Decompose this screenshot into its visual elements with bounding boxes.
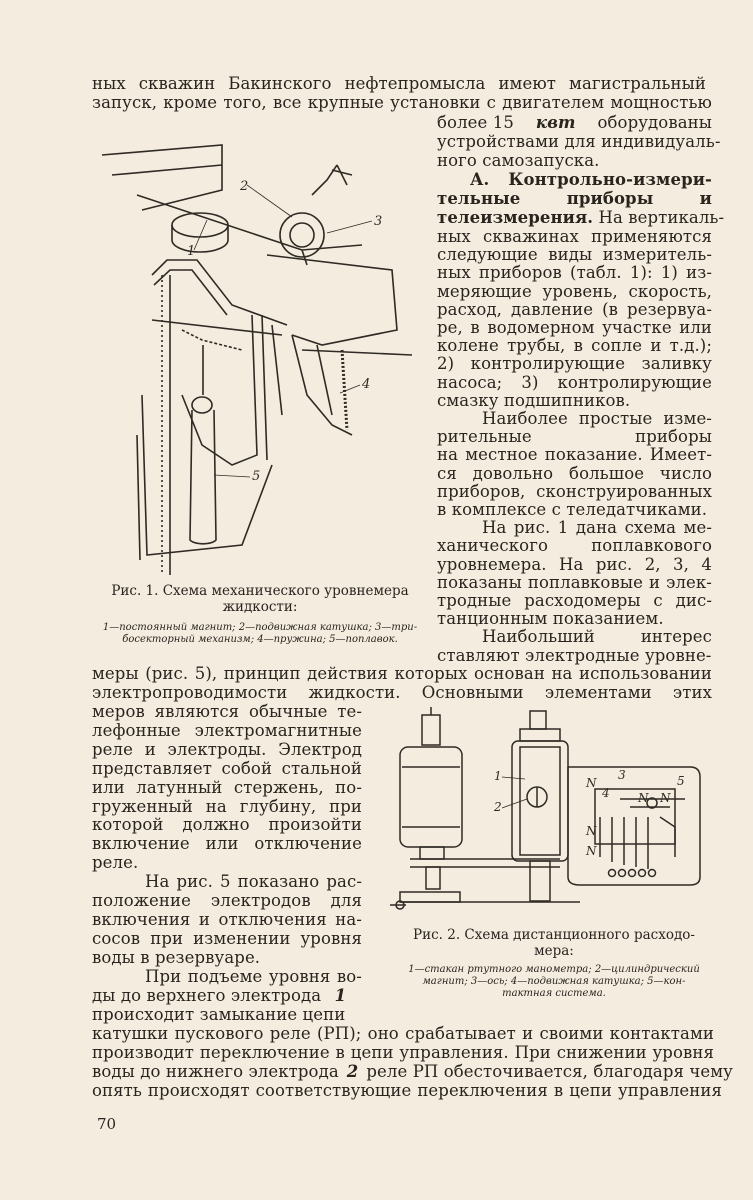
text-line: ного самозапуска. [437,151,600,170]
figure-1-caption: Рис. 1. Схема механического уровнемера [111,583,409,599]
text-line: приборов, сконструированных [437,481,712,501]
section-heading: А. Контрольно-измери- [470,170,712,189]
text-line: меры (рис. 5), принцип действия которых основан на использовании [92,664,712,683]
text-line: уровнемера. На рис. 2, 3, 4 [437,554,712,574]
figure-2-label: N [586,776,597,790]
text-line: сосов при изменении уровня [92,928,362,948]
figure-2-label: 5 [677,774,685,788]
text-fragment: На вертикаль- [593,208,725,227]
section-heading-tail: телеизмерения. [437,208,594,227]
text-line: насоса; 3) контролирующие [437,372,712,392]
text-line [92,986,346,1005]
text-line: ставляют электродные уровне- [437,645,712,665]
text-line [437,208,724,227]
figure-2-label: N [586,824,597,838]
figure-2-label: N [586,844,597,858]
figure-1-caption: жидкости: [222,599,298,615]
figure-2-label: 1 [494,769,502,783]
unit-kvt: квт [535,113,576,132]
text-fragment: воды до нижнего электрода [92,1062,339,1081]
figure-2-caption: Рис. 2. Схема дистанционного расходо- [413,927,695,943]
text-line: реле. [92,853,139,873]
text-line: тродные расходомеры с дис- [437,591,712,610]
text-line: Наиболее простые изме- [482,409,712,428]
text-line: лефонные электромагнитные [92,720,362,740]
figure-1-label: 2 [240,179,249,194]
text-line: меров являются обычные те- [92,702,362,721]
text-line: При подъеме уровня во- [145,966,362,986]
text-line: танционным показанием. [437,609,664,629]
figure-2-label: 3 [618,768,626,782]
text-line [92,1062,733,1081]
figure-1-label: 3 [374,214,383,229]
text-line: На рис. 1 дана схема ме- [482,518,712,538]
figure-2-legend: 1—стакан ртутного манометра; 2—цилиндрический [408,964,700,975]
text-fragment: реле РП обесточивается, благодаря чему [366,1062,733,1081]
text-fragment: более 15 [437,113,514,132]
text-line: следующие виды измеритель- [437,245,712,265]
text-line: реле и электроды. Электрод [92,739,362,759]
text-line: ных приборов (табл. 1): 1) из- [437,263,712,283]
page-number: 70 [97,1115,117,1133]
text-line: ных скважинах применяются [437,227,712,246]
figure-1-drawing [92,135,432,575]
text-line: рительные приборы [437,427,712,447]
text-line: ханического поплавкового [437,536,712,556]
text-line: ных скважин Бакинского нефтепромысла имеют магистральный [92,74,706,93]
text-line: груженный на глубину, при [92,796,362,816]
text-line: устройствами для индивидуаль- [437,132,721,151]
text-line: катушки пускового реле (РП); оно срабатывает и своими контактами [92,1024,714,1043]
text-line: в комплексе с теледатчиками. [437,500,708,519]
figure-1-legend: босекторный механизм; 4—пружина; 5—поплавок. [122,634,398,645]
figure-1-legend: 1—постоянный магнит; 2—подвижная катушка; 3—три- [102,622,418,633]
text-line: происходит замыкание цепи [92,1005,346,1024]
text-line: На рис. 5 показано рас- [145,872,362,892]
electrode-number: 2 [346,1062,359,1081]
figure-2-label: N [660,791,671,805]
text-line: электропроводимости жидкости. Основными элементами этих [92,683,712,702]
figure-2-label: N [638,791,649,805]
text-line: расход, давление (в резервуа- [437,299,712,319]
text-line: включение или отключение [92,834,362,854]
text-line: положение электродов для [92,891,362,910]
text-line: запуск, кроме того, все крупные установки с двигателем мощностью [92,93,712,112]
text-line [437,113,712,132]
figure-2-drawing [390,707,712,917]
text-line: опять происходят соответствующие переключения в цепи управления [92,1081,722,1100]
section-heading: тельные приборы и [437,189,712,208]
figure-2-label: 4 [602,786,610,800]
electrode-number: 1 [334,986,347,1005]
figure-1-label: 5 [252,469,261,484]
figure-1-label: 4 [362,377,371,392]
text-line: колене трубы, в сопле и т.д.); [437,336,712,356]
figure-2-label: 2 [494,800,502,814]
text-line: Наибольший интерес [482,627,712,647]
figure-2-legend: магнит; 3—ось; 4—подвижная катушка; 5—кон- [422,976,686,987]
text-line: воды в резервуаре. [92,947,261,967]
text-line: меряющие уровень, скорость, [437,281,712,301]
figure-2-caption: мера: [534,943,574,959]
text-line: производит переключение в цепи управления. При снижении уровня [92,1043,714,1062]
text-fragment: ды до верхнего электрода [92,986,322,1005]
text-line: на местное показание. Имеет- [437,445,712,465]
figure-2-legend: тактная система. [502,988,606,999]
text-line: 2) контролирующие заливку [437,354,712,374]
text-fragment: оборудованы [597,113,712,132]
text-line: или латунный стержень, по- [92,777,362,797]
text-line: включения и отключения на- [92,909,362,929]
figure-1-label: 1 [187,244,196,259]
text-line: показаны поплавковые и элек- [437,572,712,592]
text-line: представляет собой стальной [92,758,362,778]
text-line: ре, в водомерном участке или [437,318,712,337]
text-line: ся довольно большое число [437,463,712,483]
text-line: которой должно произойти [92,815,362,835]
text-line: смазку подшипников. [437,390,631,410]
